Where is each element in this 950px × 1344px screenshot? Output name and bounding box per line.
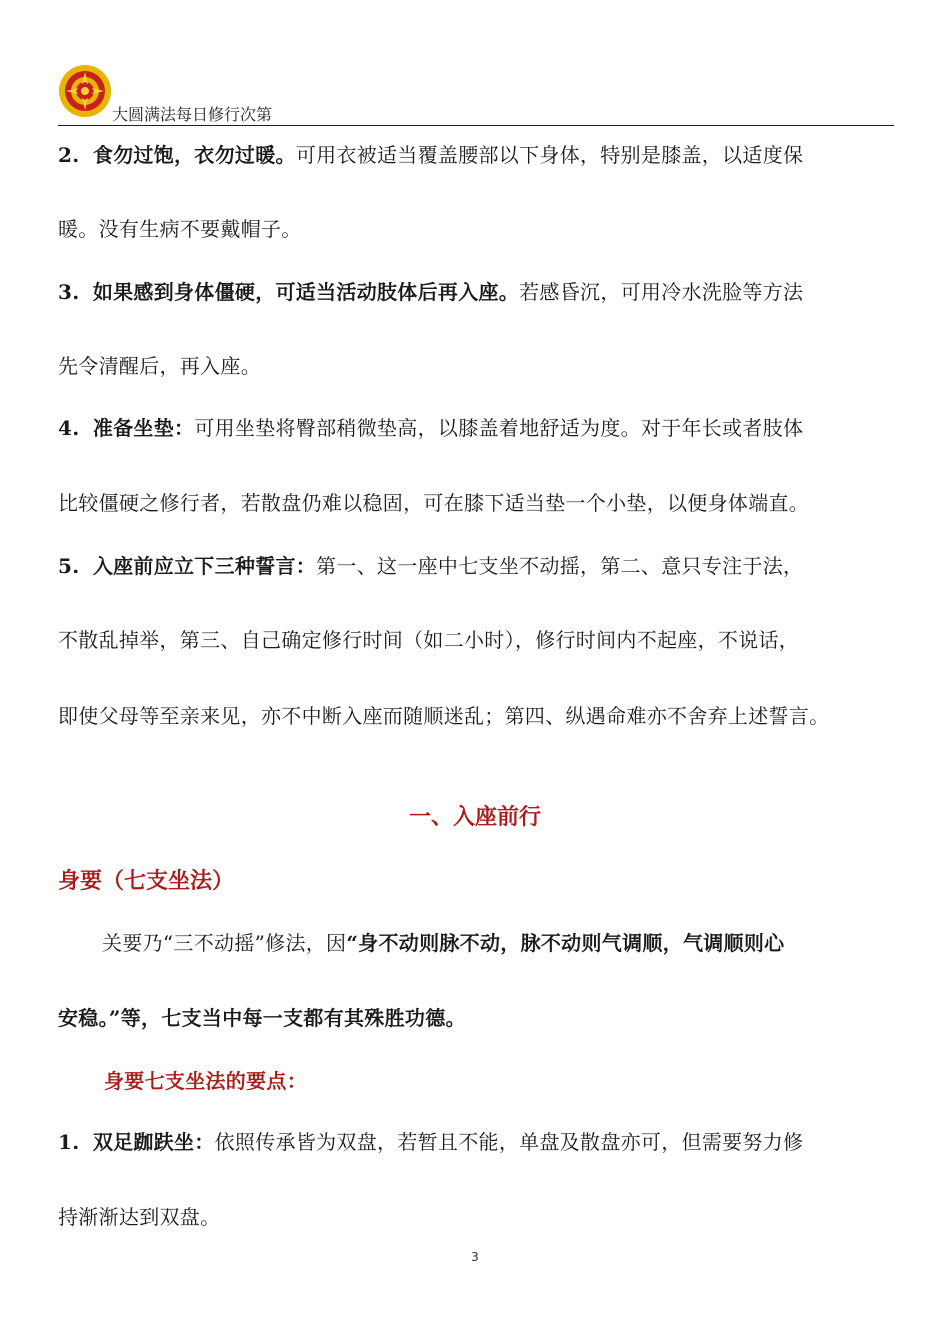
item-4-text: 可用坐垫将臀部稍微垫高，以膝盖着地舒适为度。对于年长或者肢体 <box>194 416 804 440</box>
intro-bold-1: “身不动则脉不动，脉不动则气调顺，气调顺则心 <box>346 931 785 955</box>
item-2-line-2: 暖。没有生病不要戴帽子。 <box>58 217 302 241</box>
item-4-line-2: 比较僵硬之修行者，若散盘仍难以稳固，可在膝下适当垫一个小垫，以便身体端直。 <box>58 491 810 515</box>
item-3-line-1 <box>58 279 803 305</box>
item-3-number: 3. <box>58 280 80 304</box>
item-2-bold: 食勿过饱，衣勿过暖。 <box>92 143 296 167</box>
item-5-line-3: 即使父母等至亲来见，亦不中断入座而随顺迷乱；第四、纵遇命难亦不舍弃上述誓言。 <box>58 704 830 728</box>
header-title: 大圆满法每日修行次第 <box>112 105 273 124</box>
section-title: 一、入座前行 <box>408 804 541 830</box>
point-1-line-2: 持渐渐达到双盘。 <box>58 1205 221 1229</box>
intro-line-2: 安稳。”等，七支当中每一支都有其殊胜功德。 <box>58 1006 466 1030</box>
item-4-line-1 <box>58 415 803 441</box>
point-1-text: 依照传承皆为双盘，若暂且不能，单盘及散盘亦可，但需要努力修 <box>214 1130 804 1154</box>
item-5-line-1 <box>58 553 803 579</box>
item-4-number: 4. <box>58 416 80 440</box>
intro-line-1 <box>102 930 784 956</box>
item-3-bold: 如果感到身体僵硬，可适当活动肢体后再入座。 <box>92 280 520 304</box>
item-5-number: 5. <box>58 554 80 578</box>
item-5-line-2: 不散乱掉举，第三、自己确定修行时间（如二小时），修行时间内不起座，不说话， <box>58 628 800 652</box>
points-title: 身要七支坐法的要点： <box>104 1069 307 1093</box>
page-number: 3 <box>471 1250 479 1264</box>
item-3-text: 若感昏沉，可用冷水洗脸等方法 <box>519 280 804 304</box>
point-1-bold: 双足跏趺坐： <box>92 1130 215 1154</box>
dharma-wheel-logo-icon <box>58 64 112 118</box>
point-1-line-1 <box>58 1129 803 1155</box>
page-header <box>58 64 894 126</box>
point-1-number: 1. <box>58 1130 80 1154</box>
header-divider <box>58 125 894 126</box>
subsection-title: 身要（七支坐法） <box>58 868 235 894</box>
item-4-bold: 准备坐垫： <box>92 416 195 440</box>
intro-normal: 关要乃“三不动摇”修法，因 <box>102 931 347 955</box>
item-3-line-2: 先令清醒后，再入座。 <box>58 354 261 378</box>
item-5-bold: 入座前应立下三种誓言： <box>92 554 317 578</box>
item-2-text: 可用衣被适当覆盖腰部以下身体，特别是膝盖，以适度保 <box>295 143 804 167</box>
item-5-text: 第一、这一座中七支坐不动摇，第二、意只专注于法， <box>316 554 804 578</box>
item-2-number: 2. <box>58 143 80 167</box>
item-2-line-1 <box>58 142 803 168</box>
